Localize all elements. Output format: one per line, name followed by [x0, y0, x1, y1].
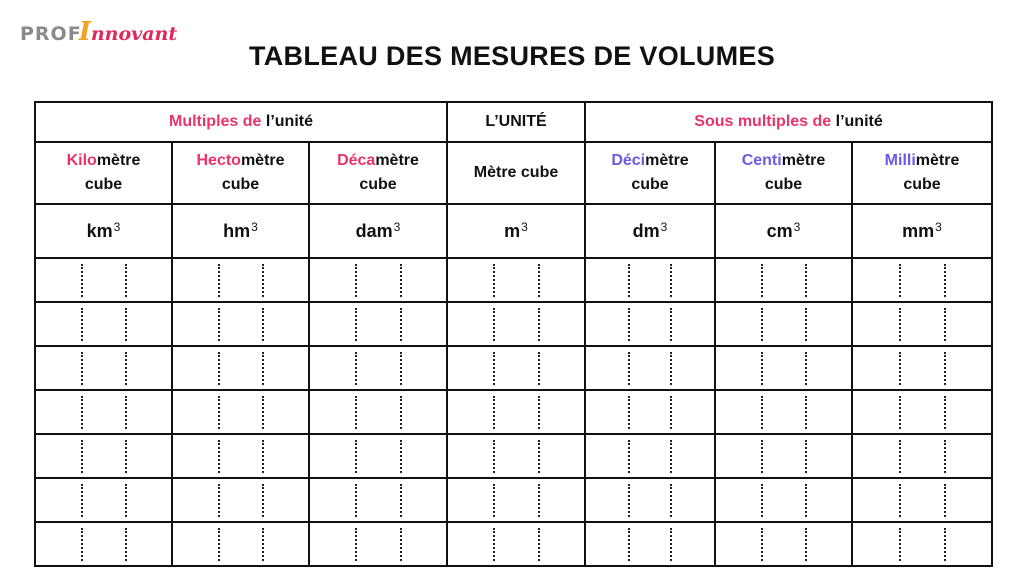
unit-exponent: 3 [660, 220, 668, 234]
dotted-digit-divider [81, 484, 83, 517]
entry-cell[interactable] [172, 258, 309, 302]
dotted-digit-divider [125, 308, 127, 341]
entry-cell[interactable] [715, 522, 852, 566]
dotted-digit-divider [400, 528, 402, 561]
entry-cell[interactable] [447, 522, 585, 566]
unit-name-cell [172, 142, 309, 204]
page-title: TABLEAU DES MESURES DE VOLUMES [248, 41, 776, 71]
multiples-header [35, 102, 447, 142]
unit-exponent: 3 [393, 220, 401, 234]
unit-name-rest: mètre [645, 152, 689, 169]
dotted-digit-divider [805, 440, 807, 473]
dotted-digit-divider [218, 440, 220, 473]
unit-symbol: m [504, 221, 521, 241]
sub-multiples-header-plain: l’unité [831, 113, 883, 130]
dotted-digit-divider [355, 484, 357, 517]
dotted-digit-divider [899, 484, 901, 517]
dotted-digit-divider [670, 440, 672, 473]
unit-name-line2: cube [84, 176, 123, 193]
dotted-digit-divider [761, 484, 763, 517]
unit-prefix: Déca [337, 152, 376, 169]
unit-exponent: 3 [935, 220, 942, 234]
dotted-digit-divider [761, 396, 763, 429]
dotted-digit-divider [538, 352, 540, 385]
entry-cell[interactable] [852, 346, 992, 390]
entry-cell[interactable] [35, 434, 172, 478]
blank-entry-row [35, 522, 992, 566]
unit-symbol-cell [715, 204, 852, 258]
dotted-digit-divider [81, 308, 83, 341]
dotted-digit-divider [761, 264, 763, 297]
multiples-header-colored: Multiples de [168, 113, 262, 130]
entry-cell[interactable] [852, 522, 992, 566]
dotted-digit-divider [81, 352, 83, 385]
unit-exponent: 3 [793, 220, 801, 234]
unit-exponent: 3 [251, 220, 258, 234]
dotted-digit-divider [355, 528, 357, 561]
dotted-digit-divider [538, 440, 540, 473]
dotted-digit-divider [400, 308, 402, 341]
entry-cell[interactable] [447, 258, 585, 302]
dotted-digit-divider [493, 308, 495, 341]
unit-header: L’UNITÉ [447, 102, 585, 142]
dotted-digit-divider [262, 352, 264, 385]
dotted-digit-divider [944, 484, 946, 517]
entry-cell[interactable] [172, 302, 309, 346]
dotted-digit-divider [493, 264, 495, 297]
blank-entry-row [35, 434, 992, 478]
dotted-digit-divider [538, 264, 540, 297]
dotted-digit-divider [125, 264, 127, 297]
dotted-digit-divider [355, 264, 357, 297]
dotted-digit-divider [899, 308, 901, 341]
unit-symbol-cell [447, 204, 585, 258]
dotted-digit-divider [628, 352, 630, 385]
dotted-digit-divider [493, 440, 495, 473]
dotted-digit-divider [899, 396, 901, 429]
dotted-digit-divider [805, 308, 807, 341]
dotted-digit-divider [899, 440, 901, 473]
dotted-digit-divider [628, 484, 630, 517]
dotted-digit-divider [400, 352, 402, 385]
blank-entry-row [35, 478, 992, 522]
dotted-digit-divider [355, 308, 357, 341]
dotted-digit-divider [262, 484, 264, 517]
sub-multiples-header [585, 102, 992, 142]
volume-conversion-table [34, 101, 993, 567]
dotted-digit-divider [355, 396, 357, 429]
dotted-digit-divider [670, 528, 672, 561]
unit-exponent: 3 [113, 220, 121, 234]
dotted-digit-divider [628, 308, 630, 341]
unit-prefix: Centi [741, 152, 782, 169]
entry-cell[interactable] [309, 302, 447, 346]
entry-cell[interactable] [715, 434, 852, 478]
entry-cell[interactable] [309, 434, 447, 478]
group-header-row [35, 102, 992, 142]
unit-exponent: 3 [521, 220, 528, 234]
entry-cell[interactable] [852, 302, 992, 346]
logo-initial: I [78, 17, 91, 47]
dotted-digit-divider [761, 440, 763, 473]
entry-cell[interactable] [309, 478, 447, 522]
dotted-digit-divider [262, 396, 264, 429]
blank-entry-row [35, 346, 992, 390]
dotted-digit-divider [262, 264, 264, 297]
unit-prefix: Déci [611, 152, 646, 169]
dotted-digit-divider [628, 440, 630, 473]
dotted-digit-divider [944, 396, 946, 429]
entry-cell[interactable] [172, 346, 309, 390]
dotted-digit-divider [218, 528, 220, 561]
entry-cell[interactable] [35, 522, 172, 566]
entry-cell[interactable] [715, 302, 852, 346]
unit-name-line2: cube [359, 176, 397, 193]
dotted-digit-divider [218, 308, 220, 341]
blank-entry-row [35, 302, 992, 346]
entry-cell[interactable] [852, 434, 992, 478]
dotted-digit-divider [805, 264, 807, 297]
unit-name-cell [715, 142, 852, 204]
entry-cell[interactable] [172, 522, 309, 566]
dotted-digit-divider [400, 440, 402, 473]
entry-cell[interactable] [309, 522, 447, 566]
dotted-digit-divider [628, 396, 630, 429]
unit-prefix: Milli [884, 152, 916, 169]
blank-entry-row [35, 390, 992, 434]
dotted-digit-divider [493, 396, 495, 429]
entry-cell[interactable] [309, 258, 447, 302]
unit-symbol: dam [355, 221, 393, 241]
dotted-digit-divider [355, 440, 357, 473]
entry-cell[interactable] [715, 390, 852, 434]
entry-cell[interactable] [585, 478, 715, 522]
entry-cell[interactable] [35, 346, 172, 390]
entry-cell[interactable] [852, 258, 992, 302]
dotted-digit-divider [805, 484, 807, 517]
unit-name-cell [309, 142, 447, 204]
dotted-digit-divider [81, 396, 83, 429]
unit-name-rest: mètre [375, 152, 419, 169]
unit-name-rest: mètre [915, 152, 960, 169]
dotted-digit-divider [218, 352, 220, 385]
dotted-digit-divider [262, 440, 264, 473]
dotted-digit-divider [761, 528, 763, 561]
unit-symbol-cell [852, 204, 992, 258]
dotted-digit-divider [125, 484, 127, 517]
entry-cell[interactable] [585, 390, 715, 434]
dotted-digit-divider [628, 264, 630, 297]
entry-cell[interactable] [35, 478, 172, 522]
dotted-digit-divider [81, 264, 83, 297]
unit-name-line2: cube [631, 176, 669, 193]
multiples-header-plain: l’unité [261, 113, 313, 130]
dotted-digit-divider [125, 440, 127, 473]
blank-entry-row [35, 258, 992, 302]
dotted-digit-divider [944, 308, 946, 341]
dotted-digit-divider [899, 352, 901, 385]
unit-name-line2: cube [764, 176, 803, 193]
dotted-digit-divider [538, 308, 540, 341]
entry-cell[interactable] [309, 346, 447, 390]
unit-names-row [35, 142, 992, 204]
unit-symbol: mm [902, 221, 935, 241]
unit-symbol-cell [172, 204, 309, 258]
entry-cell[interactable] [35, 390, 172, 434]
sub-multiples-header-colored: Sous multiples de [694, 113, 832, 130]
entry-cell[interactable] [447, 478, 585, 522]
unit-name-cell [852, 142, 992, 204]
unit-name-rest: mètre [781, 152, 826, 169]
entry-cell[interactable] [172, 478, 309, 522]
unit-symbol-cell [585, 204, 715, 258]
dotted-digit-divider [218, 264, 220, 297]
dotted-digit-divider [899, 264, 901, 297]
dotted-digit-divider [944, 528, 946, 561]
unit-name-rest: mètre [96, 152, 141, 169]
entry-cell[interactable] [447, 346, 585, 390]
dotted-digit-divider [218, 396, 220, 429]
dotted-digit-divider [805, 396, 807, 429]
entry-cell[interactable] [585, 522, 715, 566]
unit-name-rest: mètre [240, 152, 285, 169]
entry-cell[interactable] [447, 390, 585, 434]
dotted-digit-divider [81, 528, 83, 561]
dotted-digit-divider [400, 484, 402, 517]
entry-cell[interactable] [447, 302, 585, 346]
unit-symbol: km [86, 221, 113, 241]
unit-name-cell [447, 142, 585, 204]
unit-name-line2: cube [903, 176, 941, 193]
entry-cell[interactable] [172, 390, 309, 434]
entry-cell[interactable] [715, 258, 852, 302]
entry-cell[interactable] [585, 258, 715, 302]
unit-prefix: Hecto [196, 152, 241, 169]
dotted-digit-divider [538, 528, 540, 561]
dotted-digit-divider [400, 396, 402, 429]
entry-cell[interactable] [585, 434, 715, 478]
dotted-digit-divider [670, 352, 672, 385]
logo-rest: nnovant [90, 23, 178, 45]
dotted-digit-divider [125, 396, 127, 429]
unit-symbol-cell [309, 204, 447, 258]
dotted-digit-divider [944, 440, 946, 473]
unit-symbol: cm [766, 221, 793, 241]
dotted-digit-divider [670, 396, 672, 429]
entry-cell[interactable] [35, 258, 172, 302]
dotted-digit-divider [761, 308, 763, 341]
entry-cell[interactable] [715, 346, 852, 390]
dotted-digit-divider [538, 396, 540, 429]
unit-symbol: dm [632, 221, 660, 241]
dotted-digit-divider [81, 440, 83, 473]
unit-name-line2: cube [221, 176, 260, 193]
entry-cell[interactable] [35, 302, 172, 346]
dotted-digit-divider [493, 528, 495, 561]
dotted-digit-divider [493, 352, 495, 385]
dotted-digit-divider [125, 528, 127, 561]
dotted-digit-divider [761, 352, 763, 385]
dotted-digit-divider [805, 528, 807, 561]
logo-prefix: PROF [20, 23, 82, 45]
entry-cell[interactable] [585, 346, 715, 390]
dotted-digit-divider [400, 264, 402, 297]
dotted-digit-divider [670, 308, 672, 341]
entry-cell[interactable] [715, 478, 852, 522]
dotted-digit-divider [262, 528, 264, 561]
dotted-digit-divider [805, 352, 807, 385]
unit-symbol: hm [223, 221, 251, 241]
dotted-digit-divider [218, 484, 220, 517]
unit-symbols-row [35, 204, 992, 258]
dotted-digit-divider [493, 484, 495, 517]
dotted-digit-divider [355, 352, 357, 385]
dotted-digit-divider [262, 308, 264, 341]
unit-prefix: Kilo [66, 152, 97, 169]
dotted-digit-divider [538, 484, 540, 517]
dotted-digit-divider [125, 352, 127, 385]
unit-symbol-cell [35, 204, 172, 258]
dotted-digit-divider [944, 264, 946, 297]
dotted-digit-divider [670, 264, 672, 297]
entry-cell[interactable] [852, 390, 992, 434]
unit-name-cell [585, 142, 715, 204]
entry-cell[interactable] [309, 390, 447, 434]
dotted-digit-divider [899, 528, 901, 561]
unit-name-cell [35, 142, 172, 204]
entry-cell[interactable] [852, 478, 992, 522]
entry-cell[interactable] [447, 434, 585, 478]
dotted-digit-divider [944, 352, 946, 385]
entry-cell[interactable] [585, 302, 715, 346]
dotted-digit-divider [670, 484, 672, 517]
entry-cell[interactable] [172, 434, 309, 478]
unit-name-rest: Mètre cube [473, 164, 559, 181]
dotted-digit-divider [628, 528, 630, 561]
